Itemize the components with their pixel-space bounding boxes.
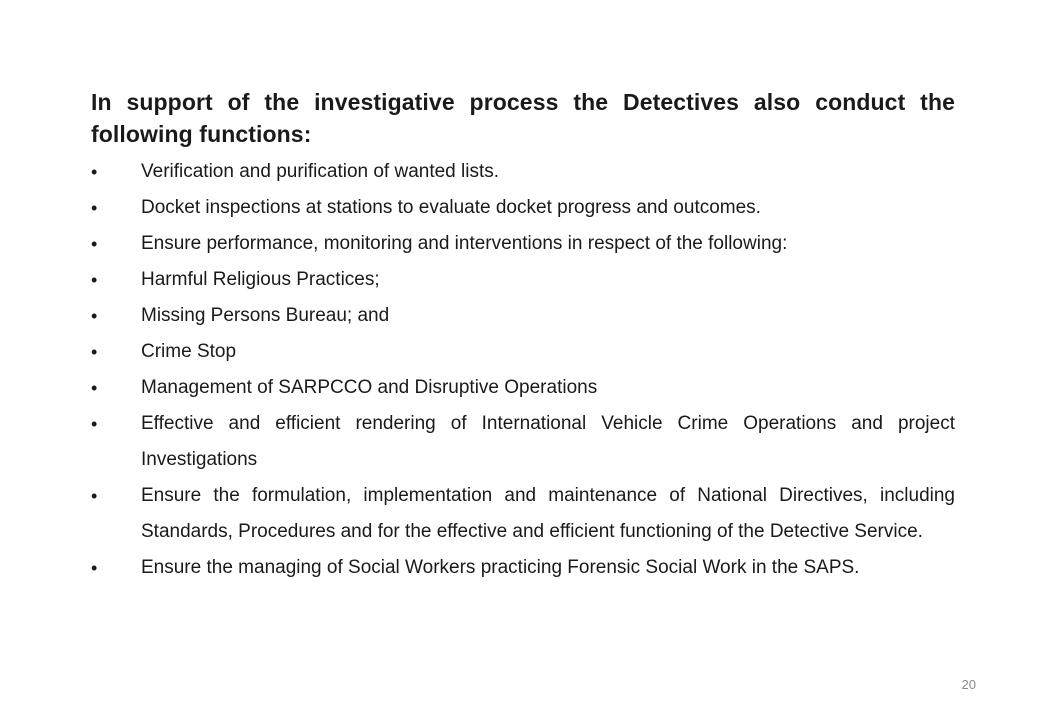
bullet-text: Missing Persons Bureau; and xyxy=(141,305,390,326)
bullet-item xyxy=(91,298,955,334)
slide-heading: In support of the investigative process the Detectives also conduct the following functions: xyxy=(91,89,955,147)
bullet-icon: • xyxy=(91,306,98,326)
bullet-item xyxy=(91,406,955,478)
bullet-icon: • xyxy=(91,342,98,362)
bullet-icon: • xyxy=(91,162,98,182)
bullet-item xyxy=(91,190,955,226)
bullet-icon: • xyxy=(91,270,98,290)
bullet-list xyxy=(91,154,955,586)
bullet-text: Harmful Religious Practices; xyxy=(141,269,380,290)
bullet-icon: • xyxy=(91,378,98,398)
bullet-text: Ensure the managing of Social Workers practicing Forensic Social Work in the SAPS. xyxy=(141,557,860,578)
bullet-item xyxy=(91,370,955,406)
bullet-text: Management of SARPCCO and Disruptive Operations xyxy=(141,377,598,398)
slide-content xyxy=(91,86,955,586)
bullet-icon: • xyxy=(91,558,98,578)
page-number: 20 xyxy=(961,677,976,692)
bullet-text: Docket inspections at stations to evaluate docket progress and outcomes. xyxy=(141,197,761,218)
bullet-item xyxy=(91,262,955,298)
bullet-icon: • xyxy=(91,486,98,506)
bullet-text: Ensure the formulation, implementation and maintenance of National Directives, including Standards, Procedures and for the effective and efficient functioning of the Detective Service. xyxy=(141,485,955,542)
bullet-item xyxy=(91,154,955,190)
bullet-text: Crime Stop xyxy=(141,341,237,362)
bullet-text: Ensure performance, monitoring and interventions in respect of the following: xyxy=(141,233,788,254)
bullet-icon: • xyxy=(91,414,98,434)
bullet-item xyxy=(91,334,955,370)
bullet-icon: • xyxy=(91,234,98,254)
bullet-item xyxy=(91,226,955,262)
bullet-item xyxy=(91,478,955,550)
bullet-icon: • xyxy=(91,198,98,218)
bullet-text: Verification and purification of wanted lists. xyxy=(141,161,500,182)
bullet-item xyxy=(91,550,955,586)
bullet-text: Effective and efficient rendering of International Vehicle Crime Operations and project Investigations xyxy=(141,413,955,470)
